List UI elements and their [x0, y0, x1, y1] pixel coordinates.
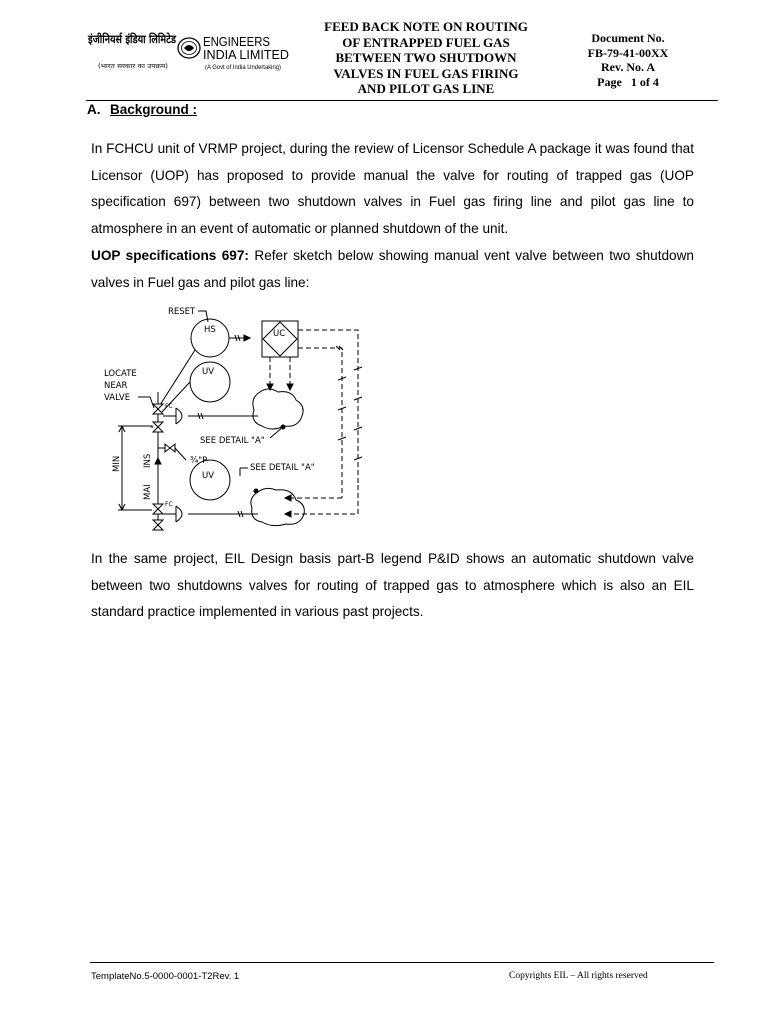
- sketch-detail-a1: SEE DETAIL "A": [200, 436, 265, 446]
- uop-spec-text: Refer sketch below showing manual vent valve between two shutdown valves in Fuel gas and pilot gas line:: [91, 248, 694, 290]
- title-line: AND PILOT GAS LINE: [357, 81, 495, 97]
- footer-template: TemplateNo.5-0000-0001-T2Rev. 1: [91, 971, 240, 982]
- eil-emblem-icon: [178, 38, 200, 58]
- paragraph-background: In FCHCU unit of VRMP project, during the review of Licensor Schedule A package it was found that Licensor (UOP) has proposed to provide manual the valve for routing of trapped gas (UOP specification 697) between two shutdown valves in Fuel gas firing line and pilot gas line to atmosphere in an event of automatic or planned shutdown of the unit.: [91, 141, 694, 237]
- sketch-fc-bottom: FC: [165, 501, 173, 508]
- sketch-detail-a2: SEE DETAIL "A": [250, 463, 315, 473]
- sketch-reset-label: RESET: [168, 307, 196, 317]
- sketch-locate-3: VALVE: [104, 393, 131, 403]
- sketch-quote-mark: ": [150, 425, 154, 435]
- company-logo: [86, 30, 298, 76]
- logo-english-line1: ENGINEERS: [203, 34, 271, 49]
- sketch-fc-top: FC: [165, 403, 173, 410]
- uc-controller: [262, 321, 298, 357]
- sketch-mai-label: MAI: [143, 484, 153, 500]
- sketch-uc-label: UC: [273, 329, 286, 339]
- section-heading: [87, 102, 197, 117]
- sketch-pipe-size: ¾"P: [190, 456, 208, 466]
- logo-hindi-text: इंजीनियर्स इंडिया लिमिटेड: [87, 32, 177, 46]
- doc-no: FB-79-41-00XX: [587, 45, 669, 60]
- valve-sketch: [90, 300, 375, 550]
- sketch-hs-label: HS: [204, 325, 216, 335]
- title-line: BETWEEN TWO SHUTDOWN: [335, 50, 517, 66]
- section-number: A.: [87, 102, 101, 117]
- sketch-locate-1: LOCATE: [104, 369, 137, 379]
- sketch-ins-label: INS: [143, 453, 153, 468]
- sketch-uv-top-label: UV: [202, 367, 215, 377]
- doc-no-label: Document No.: [591, 31, 665, 45]
- logo-hindi-sub: (भारत सरकार का उपक्रम): [98, 63, 168, 70]
- paragraph-uop-spec: [91, 243, 694, 296]
- paragraph-eil-practice: In the same project, EIL Design basis part-B legend P&ID shows an automatic shutdown valve between two shutdowns valves for routing of trapped gas to atmosphere which is also an EIL standard practice implemented in various past projects.: [91, 551, 694, 620]
- sketch-uv-bottom-label: UV: [202, 471, 215, 481]
- sketch-locate-2: NEAR: [104, 381, 128, 391]
- section-title: Background :: [110, 102, 198, 117]
- title-line: VALVES IN FUEL GAS FIRING: [333, 65, 519, 81]
- revision: Rev. No. A: [601, 60, 655, 74]
- footer-copyright: Copyrights EIL – All rights reserved: [509, 971, 648, 981]
- logo-english-line2: INDIA LIMITED: [203, 47, 289, 62]
- logo-english-sub: (A Govt of India Undertaking): [205, 65, 281, 71]
- document-info: [568, 31, 688, 89]
- header-divider: [86, 100, 718, 101]
- uop-spec-label: UOP specifications 697:: [91, 248, 249, 263]
- title-line: OF ENTRAPPED FUEL GAS: [342, 34, 510, 50]
- page-number: Page 1 of 4: [597, 74, 659, 89]
- title-line: FEED BACK NOTE ON ROUTING: [324, 19, 528, 34]
- footer-divider: [90, 962, 714, 963]
- sketch-min-label: MIN: [112, 455, 122, 472]
- document-title: [305, 19, 547, 97]
